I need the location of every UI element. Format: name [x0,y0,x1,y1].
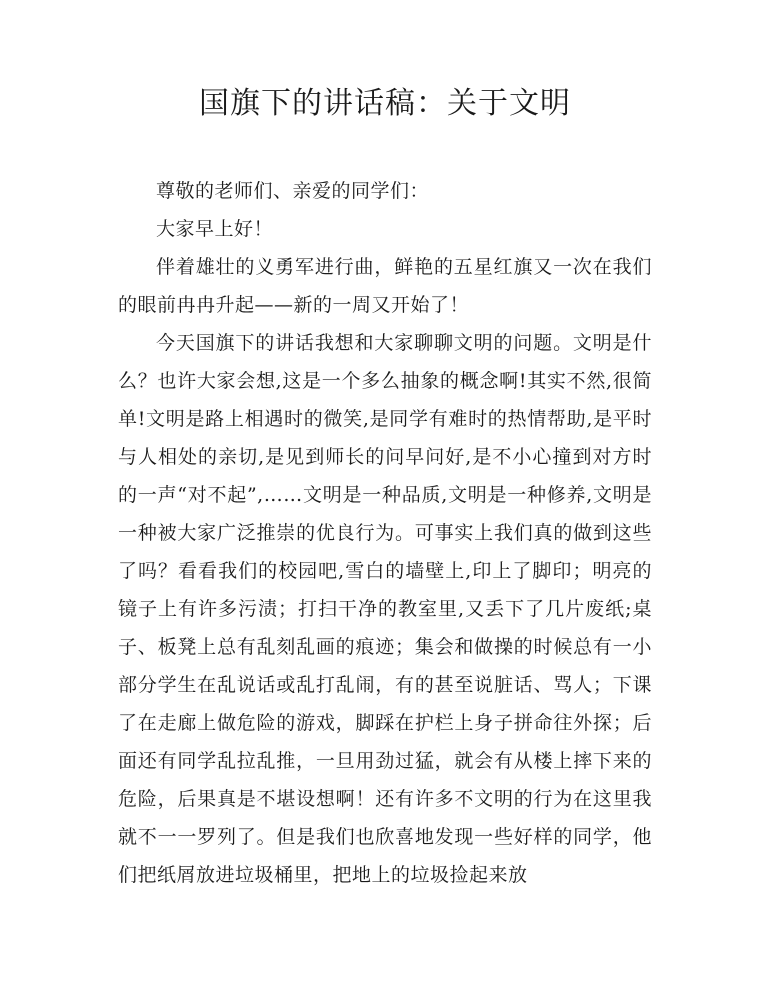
opening-paragraph: 伴着雄壮的义勇军进行曲，鲜艳的五星红旗又一次在我们的眼前冉冉升起——新的一周又开始了！ [118,256,652,316]
salutation-paragraph: 大家早上好！ [156,218,274,240]
document-title: 国旗下的讲话稿：关于文明 [199,86,571,121]
greeting-paragraph: 尊敬的老师们、亲爱的同学们： [156,180,430,202]
document-body [118,172,652,894]
main-paragraph: 今天国旗下的讲话我想和大家聊聊文明的问题。文明是什么？也许大家会想,这是一个多么抽象的概念啊!其实不然,很简单!文明是路上相遇时的微笑,是同学有难时的热情帮助,是平时与人相处的亲切,是见到师长的问早问好,是不小心撞到对方时的一声“对不起”,……文明是一种品质,文明是一种修养,文明是一种被大家广泛推崇的优良行为。可事实上我们真的做到这些了吗？看看我们的校园吧,雪白的墙壁上,印上了脚印；明亮的镜子上有许多污渍；打扫干净的教室里,又丢下了几片废纸;桌子、板凳上总有乱刻乱画的痕迹；集会和做操的时候总有一小部分学生在乱说话或乱打乱闹，有的甚至说脏话、骂人；下课了在走廊上做危险的游戏，脚踩在护栏上身子拼命往外探；后面还有同学乱拉乱推，一旦用劲过猛，就会有从楼上摔下来的危险，后果真是不堪设想啊！还有许多不文明的行为在这里我就不一一罗列了。但是我们也欣喜地发现一些好样的同学，他们把纸屑放进垃圾桶里，把地上的垃圾捡起来放 [118,332,652,886]
